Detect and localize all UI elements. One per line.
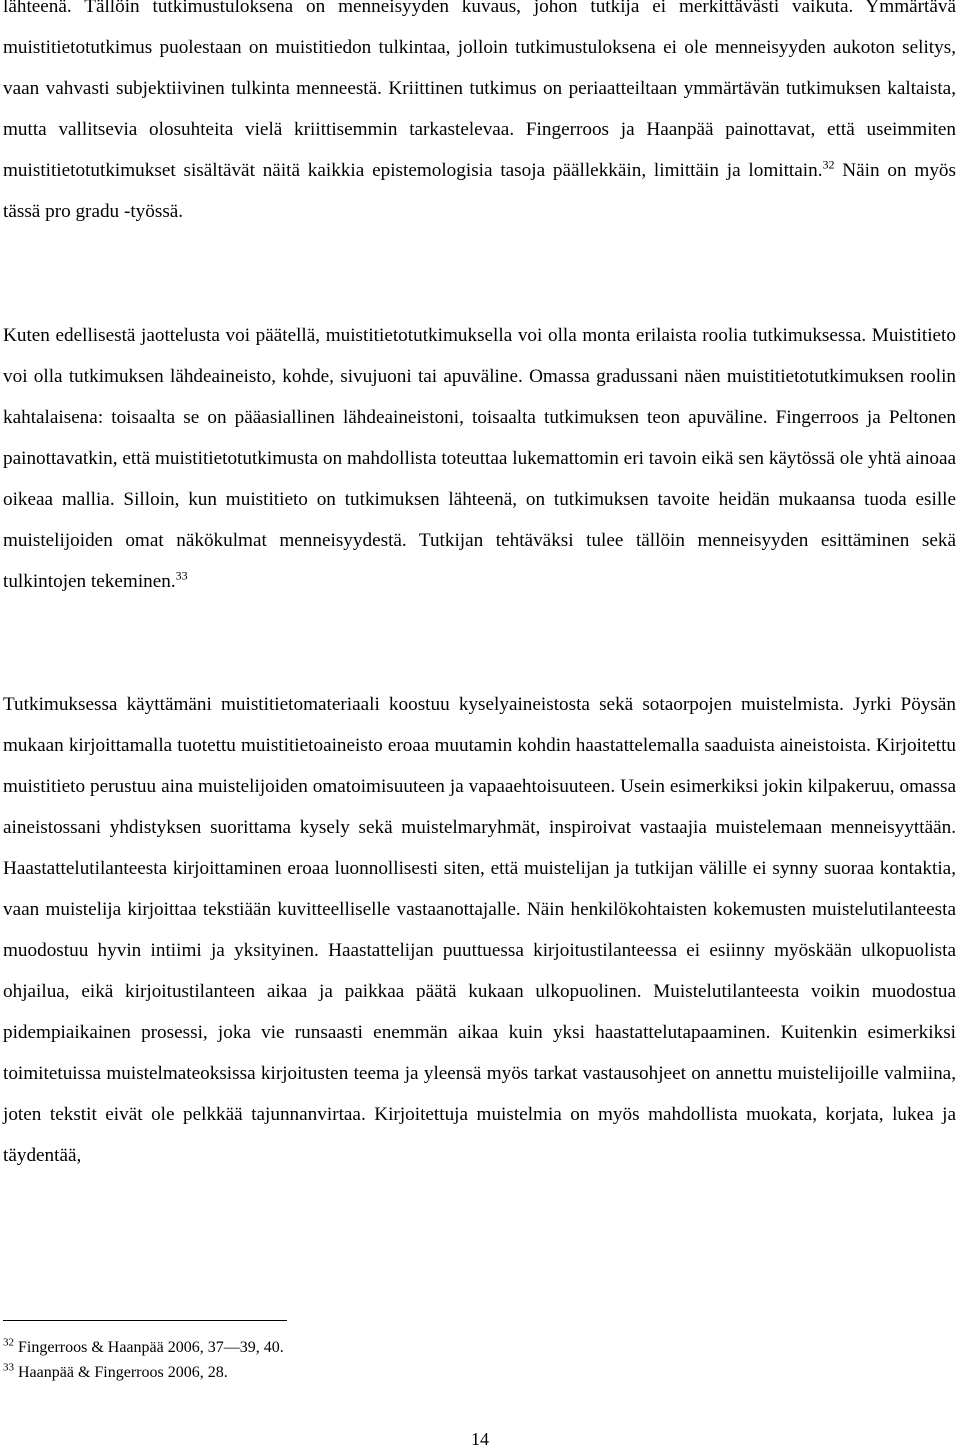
body-paragraph-2 bbox=[3, 315, 956, 602]
footnote-text: Fingerroos & Haanpää 2006, 37—39, 40. bbox=[18, 1339, 284, 1356]
paragraph-text: lähteenä. Tällöin tutkimustuloksena on menneisyyden kuvaus, johon tutkija ei merkittävästi vaikuta. Ymmärtävä muistitietotutkimus puolestaan on muistitiedon tulkintaa, jolloin tutkimustuloksena ei ole menneisyyden aukoton selitys, vaan vahvasti subjektiivinen tulkinta menneestä. Kriittinen tutkimus on periaatteiltaan ymmärtävän tutkimuksen kaltaista, mutta vallitsevia olosuhteita vielä kriittisemmin tarkastelevaa. Fingerroos ja Haanpää painottavat, että useimmiten muistitietotutkimukset sisältävät näitä kaikkia epistemologisia tasoja päällekkäin, limittäin ja lomittain. bbox=[3, 0, 956, 181]
footnote-ref-32[interactable]: 32 bbox=[822, 157, 835, 172]
footnote-ref-33[interactable]: 33 bbox=[175, 568, 188, 583]
body-paragraph-1 bbox=[3, 0, 956, 232]
paragraph-text-continued: Näin on myös tässä pro gradu -työssä. bbox=[3, 160, 956, 222]
footnote-text: Haanpää & Fingerroos 2006, 28. bbox=[18, 1364, 228, 1381]
footnote-separator bbox=[3, 1320, 287, 1321]
footnote-number: 32 bbox=[3, 1336, 14, 1349]
paragraph-text: Kuten edellisestä jaottelusta voi päätellä, muistitietotutkimuksella voi olla monta erilaista roolia tutkimuksessa. Muistitieto voi olla tutkimuksen lähdeaineisto, kohde, sivujuoni tai apuväline. Omassa gradussani näen muistitietotutkimuksen roolin kahtalaisena: toisaalta se on pääasiallinen lähdeaineistoni, toisaalta tutkimuksen teon apuväline. Fingerroos ja Peltonen painottavatkin, että muistitietotutkimusta on mahdollista toteuttaa lukemattomin eri tavoin eikä sen käytössä ole yhtä ainoaa oikeaa mallia. Silloin, kun muistitieto on tutkimuksen lähteenä, on tutkimuksen tavoite heidän mukaansa tuoda esille muistelijoiden omat näkökulmat menneisyydestä. Tutkijan tehtäväksi tulee tällöin menneisyyden esittäminen sekä tulkintojen tekeminen. bbox=[3, 325, 956, 592]
page-number: 14 bbox=[471, 1429, 489, 1449]
footnote-number: 33 bbox=[3, 1361, 14, 1374]
footnote-33 bbox=[3, 1363, 903, 1383]
footnote-32 bbox=[3, 1338, 903, 1358]
body-paragraph-3 bbox=[3, 684, 956, 1176]
paragraph-text: Tutkimuksessa käyttämäni muistitietomateriaali koostuu kyselyaineistosta sekä sotaorpojen muistelmista. Jyrki Pöysän mukaan kirjoittamalla tuotettu muistitietoaineisto eroaa muutamin kohdin haastattelemalla saaduista aineistoista. Kirjoitettu muistitieto perustuu aina muistelijoiden omatoimisuuteen ja vapaaehtoisuuteen. Usein esimerkiksi jokin kilpakeruu, omassa aineistossani yhdistyksen suorittama kysely sekä muistelmaryhmät, inspiroivat vastaajia muistelemaan menneisyyttään. Haastattelutilanteesta kirjoittaminen eroaa luonnollisesti siten, että muistelijan ja tutkijan välille ei synny suoraa kontaktia, vaan muistelija kirjoittaa tekstiään kuvitteelliselle vastaanottajalle. Näin henkilökohtaisten kokemusten muistelutilanteesta muodostuu hyvin intiimi ja yksityinen. Haastattelijan puuttuessa kirjoitustilanteessa ei esiinny myöskään ulkopuolista ohjailua, eikä kirjoitustilanteen aikaa ja paikkaa päätä kukaan ulkopuolinen. Muistelutilanteesta voikin muodostua pidempiaikainen prosessi, joka vie runsaasti enemmän aikaa kuin yksi haastattelutapaaminen. Kuitenkin esimerkiksi toimitetuissa muistelmateoksissa kirjoitusten teema ja yleensä myös tarkat vastausohjeet on annettu muistelijoille valmiina, joten tekstit eivät ole pelkkää tajunnanvirtaa. Kirjoitettuja muistelmia on myös mahdollista muokata, korjata, lukea ja täydentää, bbox=[3, 694, 956, 1166]
